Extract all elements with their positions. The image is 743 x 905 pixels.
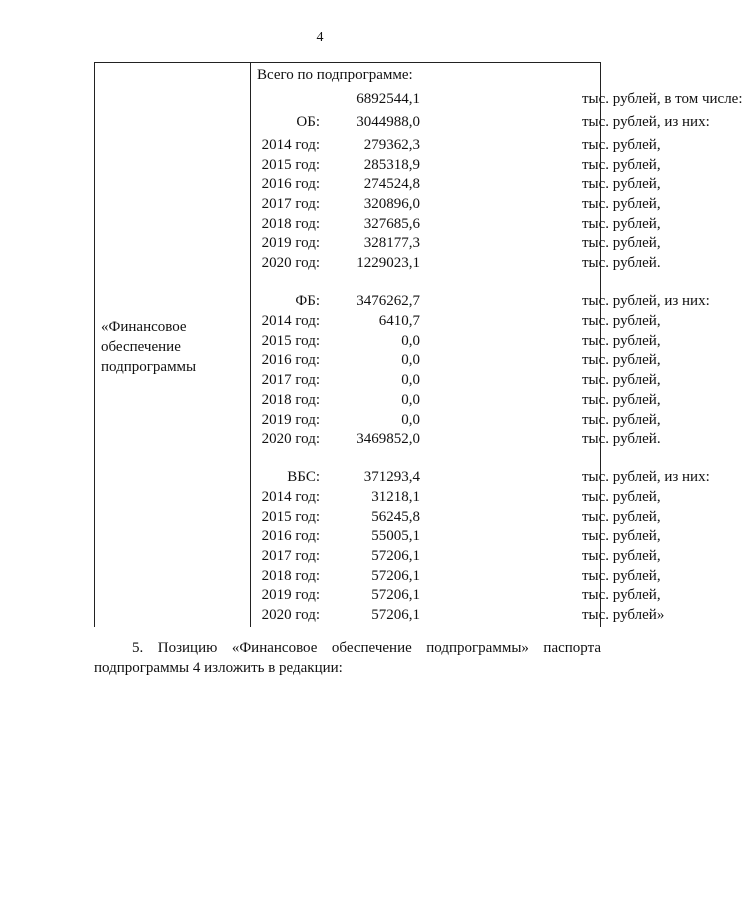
financing-row [251, 390, 661, 410]
row-period: 2018 год: [261, 392, 320, 408]
row-period: 2017 год: [261, 372, 320, 388]
row-unit: тыс. рублей, [582, 509, 661, 525]
financing-row [251, 233, 661, 253]
row-amount: 55005,1 [371, 528, 420, 544]
financing-row [251, 214, 661, 234]
paragraph-line-2: подпрограммы 4 изложить в редакции: [94, 660, 343, 676]
financing-row [251, 194, 661, 214]
row-unit: тыс. рублей, [582, 587, 661, 603]
row-period: 2020 год: [261, 255, 320, 271]
financing-values [251, 63, 743, 627]
row-period: 2017 год: [261, 196, 320, 212]
row-unit: тыс. рублей, [582, 548, 661, 564]
row-period: 2015 год: [261, 509, 320, 525]
row-amount: 6892544,1 [356, 91, 420, 107]
financing-label: «Финансовое обеспечение подпрограммы [101, 319, 197, 375]
row-period: ОБ: [296, 114, 320, 130]
row-period: 2014 год: [261, 137, 320, 153]
row-unit: тыс. рублей, [582, 352, 661, 368]
row-amount: 57206,1 [371, 607, 420, 623]
row-unit: тыс. рублей, [582, 568, 661, 584]
financing-row [251, 174, 661, 194]
row-period: 2018 год: [261, 216, 320, 232]
row-period: ФБ: [295, 293, 320, 309]
page-number: 4 [316, 30, 324, 45]
row-unit: тыс. рублей, из них: [582, 469, 710, 485]
row-amount: 371293,4 [363, 469, 420, 485]
row-period: 2015 год: [261, 333, 320, 349]
row-amount: 57206,1 [371, 548, 420, 564]
row-period: 2020 год: [261, 431, 320, 447]
financing-row [251, 155, 661, 175]
financing-row [251, 311, 661, 331]
row-unit: тыс. рублей, [582, 137, 661, 153]
row-period: 2020 год: [261, 607, 320, 623]
financing-row [251, 585, 661, 605]
row-period: 2014 год: [261, 313, 320, 329]
financing-row [251, 291, 710, 311]
row-amount: 1229023,1 [356, 255, 420, 271]
row-amount: 0,0 [401, 372, 420, 388]
row-amount: 3476262,7 [356, 293, 420, 309]
financing-row [251, 89, 743, 109]
financing-row [251, 253, 661, 273]
financing-row [251, 410, 661, 430]
row-unit: тыс. рублей, [582, 489, 661, 505]
row-amount: 279362,3 [363, 137, 420, 153]
row-amount: 31218,1 [371, 489, 420, 505]
financing-row [251, 507, 661, 527]
financing-row [251, 370, 661, 390]
row-unit: тыс. рублей, из них: [582, 114, 710, 130]
row-unit: тыс. рублей, [582, 313, 661, 329]
row-unit: тыс. рублей, [582, 157, 661, 173]
row-amount: 328177,3 [363, 235, 420, 251]
row-amount: 274524,8 [363, 176, 420, 192]
row-period: 2015 год: [261, 157, 320, 173]
financing-row [251, 605, 665, 625]
paragraph-line-1: 5. Позицию «Финансовое обеспечение подпрограммы» паспорта [132, 640, 601, 656]
row-unit: тыс. рублей, [582, 412, 661, 428]
row-unit: тыс. рублей. [582, 255, 661, 271]
row-unit: тыс. рублей, [582, 392, 661, 408]
row-period: 2016 год: [261, 528, 320, 544]
financing-row [251, 526, 661, 546]
row-unit: тыс. рублей, из них: [582, 293, 710, 309]
row-amount: 0,0 [401, 333, 420, 349]
row-amount: 57206,1 [371, 587, 420, 603]
row-period: 2017 год: [261, 548, 320, 564]
row-period: 2019 год: [261, 235, 320, 251]
row-amount: 56245,8 [371, 509, 420, 525]
row-amount: 0,0 [401, 412, 420, 428]
financing-row [251, 112, 710, 132]
row-period: 2016 год: [261, 176, 320, 192]
financing-row [251, 350, 661, 370]
row-unit: тыс. рублей, [582, 333, 661, 349]
row-unit: тыс. рублей» [582, 607, 665, 623]
passport-table [94, 62, 743, 627]
total-label: Всего по подпрограмме: [257, 67, 413, 83]
row-amount: 57206,1 [371, 568, 420, 584]
financing-row [251, 467, 710, 487]
row-unit: тыс. рублей, [582, 176, 661, 192]
row-unit: тыс. рублей, [582, 372, 661, 388]
row-unit: тыс. рублей, [582, 216, 661, 232]
row-amount: 6410,7 [378, 313, 420, 329]
row-period: 2016 год: [261, 352, 320, 368]
row-period: 2014 год: [261, 489, 320, 505]
financing-row [251, 135, 661, 155]
row-amount: 320896,0 [363, 196, 420, 212]
row-amount: 0,0 [401, 392, 420, 408]
row-unit: тыс. рублей, [582, 235, 661, 251]
financing-row [251, 487, 661, 507]
financing-row [251, 331, 661, 351]
row-amount: 327685,6 [363, 216, 420, 232]
row-period: 2019 год: [261, 412, 320, 428]
row-amount: 285318,9 [363, 157, 420, 173]
row-unit: тыс. рублей, [582, 528, 661, 544]
financing-row [251, 566, 661, 586]
row-period: 2019 год: [261, 587, 320, 603]
row-amount: 0,0 [401, 352, 420, 368]
row-unit: тыс. рублей, [582, 196, 661, 212]
row-amount: 3044988,0 [356, 114, 420, 130]
row-period: 2018 год: [261, 568, 320, 584]
financing-row [251, 546, 661, 566]
row-unit: тыс. рублей. [582, 431, 661, 447]
amendment-paragraph [94, 638, 601, 678]
row-period: ВБС: [287, 469, 320, 485]
row-amount: 3469852,0 [356, 431, 420, 447]
row-unit: тыс. рублей, в том числе: [582, 91, 743, 107]
financing-row [251, 429, 661, 449]
